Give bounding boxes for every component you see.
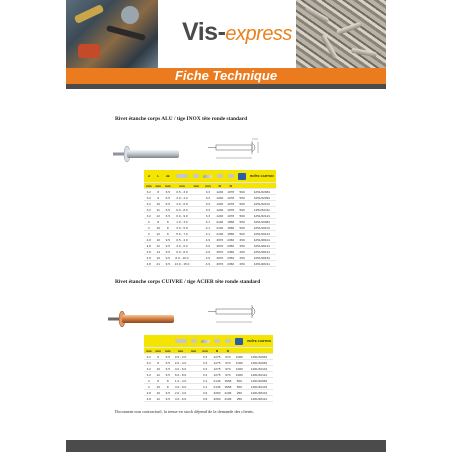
table-cell: 1246	[216, 201, 224, 206]
table-header-row: BOÎTE CARTON	[144, 335, 273, 348]
rivet-dimension-diagram	[206, 136, 272, 166]
drill-icon	[193, 174, 199, 178]
table-cell: 3070	[216, 249, 224, 254]
table-cell: 970	[222, 360, 233, 366]
table-cell: 3.2	[144, 360, 154, 366]
section2-title: Rivet étanche corps CUIVRE / tige ACIER tête ronde standard	[115, 279, 261, 285]
table-cell: 970	[222, 366, 233, 372]
table-cell: 1000	[233, 372, 245, 378]
table-cell: 21	[154, 261, 164, 267]
table-cell: 9.5	[163, 243, 173, 249]
table-cell: 1246	[216, 189, 224, 194]
table-cell: 1261/32081	[245, 360, 273, 366]
table-cell: 3.3	[201, 195, 214, 201]
table-cell: 3.2	[144, 366, 154, 372]
table-cell: 4	[144, 225, 154, 231]
table-cell: 1246	[216, 213, 224, 218]
copper-rivet-image	[108, 309, 188, 329]
table-cell: 8	[154, 189, 164, 195]
table-cell: 1246	[216, 207, 224, 212]
table-cell: 4.8	[144, 255, 154, 261]
table-cell: 1251/48141	[248, 249, 276, 255]
table-cell: 12	[154, 396, 164, 402]
table-cell: 4.9	[201, 243, 214, 249]
table-cell: 1251/40081	[248, 219, 276, 225]
table-cell: 3.3	[201, 207, 214, 213]
header-banner	[66, 0, 386, 68]
vis-express-logo: Vis-express	[182, 18, 292, 46]
carton-box-icon	[238, 173, 246, 180]
table-cell: 4.1	[201, 219, 214, 225]
table-cell: 500	[236, 207, 248, 213]
table-cell: 2146	[216, 225, 224, 230]
table-cell: 2.0 - 4.0	[173, 390, 189, 396]
table-cell: 1251/32101	[248, 201, 276, 207]
table-cell: 5.0 - 7.0	[173, 231, 192, 237]
table-cell: 4.0 - 6.0	[173, 396, 189, 402]
table-cell: 2146	[216, 219, 224, 224]
table-cell: 1261/32061	[245, 354, 273, 360]
table-cell: 250	[236, 261, 248, 267]
table-cell: 6.5	[163, 195, 173, 201]
table-cell: 4.8	[144, 243, 154, 249]
table-cell: 10	[154, 201, 164, 207]
table-cell: 2360	[227, 255, 235, 260]
table-cell: 9.5	[163, 261, 173, 267]
footer-bar	[66, 440, 386, 452]
table-cell: 500	[236, 231, 248, 237]
table-cell: 8	[154, 360, 164, 366]
table-cell: 10	[154, 225, 164, 231]
table-cell: 3.2	[144, 213, 154, 219]
table-cell: 4.1	[199, 378, 212, 384]
table-cell: 9.5	[163, 396, 173, 402]
table-cell: 4	[144, 219, 154, 225]
table-cell: 4.9	[201, 249, 214, 255]
table-cell: 6.5	[163, 354, 173, 360]
table-cell: 0.5 - 2.0	[173, 354, 189, 360]
table-cell: 1078	[227, 213, 235, 218]
table-cell: 970	[222, 372, 233, 378]
table-cell: 6.5	[163, 372, 173, 378]
table-cell: 4.9	[199, 396, 212, 402]
table-cell: 8.0 - 10.0	[173, 255, 192, 261]
table-cell: 3.3	[201, 213, 214, 219]
hole-diameter-icon	[201, 340, 210, 343]
table-cell: 4.0 - 6.0	[173, 366, 189, 372]
table-cell: 1568	[227, 231, 235, 236]
table-cell: 4.0 - 6.0	[173, 243, 192, 249]
table-cell: 1078	[227, 201, 235, 206]
table-cell: 9.5	[163, 255, 173, 261]
table-units-row: mm mm mm mm mm mm N N	[144, 348, 273, 354]
table-header-row: d L dk BOÎTE CARTON	[144, 170, 276, 183]
table-cell: 4	[144, 231, 154, 237]
table-cell: 1261/40101	[245, 384, 273, 390]
table-cell: 4.8	[144, 390, 154, 396]
table-cell: 11	[154, 207, 164, 213]
table-cell: 10	[154, 366, 164, 372]
table-cell: 1568	[227, 225, 235, 230]
table-cell: 1078	[227, 189, 235, 194]
table-cell: 2146	[213, 378, 221, 383]
table-cell: 2196	[224, 390, 232, 395]
table-cell: 8	[163, 231, 173, 237]
table-cell: 3260	[213, 396, 221, 401]
table-cell: 1275	[213, 360, 221, 365]
table-cell: 3.2	[144, 372, 154, 378]
page-title: Fiche Technique	[174, 68, 278, 83]
table-cell: 1261/32101	[245, 366, 273, 372]
table-cell: 3.3	[199, 360, 212, 366]
table-cell: 1.0 - 4.0	[173, 378, 189, 384]
table-cell: 500	[236, 195, 248, 201]
table-cell: 1251/32081	[248, 189, 276, 195]
table-cell: 3070	[216, 261, 224, 266]
table-cell: 3.3	[201, 201, 214, 207]
table-cell: 1.0 - 3.0	[173, 219, 192, 225]
table-cell: 2.0 - 4.0	[173, 360, 189, 366]
table-cell: 500	[236, 201, 248, 207]
table-cell: 250	[236, 243, 248, 249]
table-cell: 1078	[227, 195, 235, 200]
table-cell: 8	[154, 219, 164, 225]
table-cell: 12	[154, 231, 164, 237]
table-cell: 2146	[213, 384, 221, 389]
table-cell: 3070	[216, 237, 224, 242]
table-cell: 3.3	[201, 189, 214, 195]
table-cell: 3070	[216, 255, 224, 260]
table-cell: 1000	[233, 366, 245, 372]
table-cell: 1275	[213, 366, 221, 371]
table-cell: 250	[233, 396, 245, 402]
section1-spec-table	[144, 170, 276, 267]
table-cell: 4.1	[199, 384, 212, 390]
table-cell: 6.5	[163, 213, 173, 219]
table-cell: 4.8	[144, 237, 154, 243]
table-cell: 10	[154, 390, 164, 396]
table-cell: 2360	[227, 237, 235, 242]
table-cell: 3.3	[199, 354, 212, 360]
table-cell: 1246	[216, 195, 224, 200]
alu-rivet-image	[113, 144, 193, 164]
table-cell: 6.0 - 8.0	[173, 207, 192, 213]
table-cell: 3260	[213, 390, 221, 395]
table-cell: 3.0 - 5.0	[173, 225, 192, 231]
table-cell: 0.5 - 4.0	[173, 237, 192, 243]
table-cell: 6.5	[163, 207, 173, 213]
table-cell: 14	[154, 249, 164, 255]
table-cell: 0.5 - 3.0	[173, 189, 192, 195]
table-cell: 9.5	[163, 249, 173, 255]
table-cell: 500	[233, 384, 245, 390]
table-cell: 3070	[216, 243, 224, 248]
table-cell: 8	[163, 219, 173, 225]
table-cell: 1251/32111	[248, 207, 276, 213]
table-cell: 500	[236, 213, 248, 219]
table-cell: 13.0 - 15.0	[174, 261, 190, 266]
table-cell	[191, 261, 201, 267]
table-cell: 1251/48211	[248, 261, 276, 267]
table-cell: 8	[154, 378, 164, 384]
hole-diameter-icon	[203, 175, 212, 178]
table-cell: 9	[154, 195, 164, 201]
table-cell: 6.5	[163, 189, 173, 195]
table-units-row: mm mm mm mm mm mm N N	[144, 183, 276, 189]
table-cell: 4	[144, 384, 154, 390]
table-cell: 1251/48101	[248, 237, 276, 243]
table-cell: 4.8	[144, 261, 154, 267]
table-cell: 1251/48121	[248, 243, 276, 249]
table-cell: 10	[154, 237, 164, 243]
table-cell: 16	[154, 255, 164, 261]
table-cell: 4.8	[144, 249, 154, 255]
tools-photo	[66, 0, 158, 68]
grip-range-icon	[176, 174, 188, 178]
table-cell: 1251/32121	[248, 213, 276, 219]
table-cell: 12	[154, 213, 164, 219]
table-cell: 250	[236, 237, 248, 243]
title-bar	[66, 68, 386, 84]
table-cell: 250	[236, 255, 248, 261]
table-cell: 1078	[227, 207, 235, 212]
table-cell: 4.0 - 6.0	[173, 384, 189, 390]
table-cell: 12	[154, 243, 164, 249]
table-cell: 500	[236, 219, 248, 225]
table-cell: 4.9	[201, 237, 214, 243]
table-cell: 4.1	[201, 231, 214, 237]
table-cell: 2360	[227, 261, 235, 266]
table-cell: 3.2	[144, 201, 154, 207]
rivet-dimension-diagram-2	[206, 300, 272, 330]
table-cell: 4	[144, 378, 154, 384]
table-cell: 500	[236, 189, 248, 195]
table-cell: 8	[163, 384, 173, 390]
table-cell: 1251/48161	[248, 255, 276, 261]
table-cell: 4.0 - 6.0	[173, 201, 192, 207]
table-cell: 1568	[227, 219, 235, 224]
table-cell: 2360	[227, 243, 235, 248]
table-cell: 4.1	[201, 225, 214, 231]
table-cell: 1275	[213, 372, 221, 377]
section2-rows	[144, 354, 273, 402]
section1-rows	[144, 189, 276, 267]
table-cell: 6.5	[163, 201, 173, 207]
divider-strip	[66, 84, 386, 89]
table-cell: 6	[154, 354, 164, 360]
table-cell: 3.2	[144, 189, 154, 195]
table-cell: 250	[236, 249, 248, 255]
table-cell: 10	[154, 384, 164, 390]
table-cell: 1275	[213, 354, 221, 359]
table-cell: 500	[236, 225, 248, 231]
tensile-icon	[225, 339, 231, 343]
table-cell: 250	[233, 390, 245, 396]
table-cell: 1251/32091	[248, 195, 276, 201]
table-cell: 1261/32121	[245, 372, 273, 378]
grip-range-icon	[175, 339, 187, 343]
screws-photo	[296, 0, 386, 68]
carton-box-icon	[235, 338, 243, 345]
table-cell: 4.9	[201, 255, 214, 261]
table-cell: 3.0 - 4.0	[173, 195, 192, 201]
table-cell: 3.3	[199, 366, 212, 372]
table-cell: 1000	[233, 354, 245, 360]
table-cell: 12	[154, 372, 164, 378]
table-cell: 6.5	[163, 366, 173, 372]
table-cell: 3.3	[199, 372, 212, 378]
table-cell: 2360	[227, 249, 235, 254]
table-cell: 6.5	[163, 360, 173, 366]
table-cell: 1668	[224, 378, 232, 383]
table-cell: 970	[222, 354, 233, 360]
table-cell: 1251/40101	[248, 225, 276, 231]
table-row	[144, 261, 276, 267]
table-cell: 3.2	[144, 354, 154, 360]
table-cell: 8	[163, 225, 173, 231]
table-cell: 8	[163, 378, 173, 384]
table-cell: 1261/40081	[245, 378, 273, 384]
table-cell: 4.9	[201, 261, 214, 267]
table-cell: 4.9	[199, 390, 212, 396]
table-cell: 2196	[224, 396, 232, 401]
table-row	[144, 396, 273, 402]
table-cell: 6.0 - 8.0	[173, 372, 189, 378]
table-cell: 9.5	[163, 390, 173, 396]
tensile-icon	[228, 174, 234, 178]
table-cell: 500	[233, 378, 245, 384]
table-cell: 4.8	[144, 396, 154, 402]
drill-icon	[191, 339, 197, 343]
table-cell: 3.2	[144, 207, 154, 213]
table-cell: 1261/48121	[245, 396, 273, 402]
shear-icon	[217, 174, 223, 178]
table-cell: 3.2	[144, 195, 154, 201]
disclaimer-note: Document non contractuel, la tenue en stock dépend de la demande des clients.	[115, 409, 254, 414]
shear-icon	[214, 339, 220, 343]
table-cell: 1668	[224, 384, 232, 389]
table-cell: 1261/48101	[245, 390, 273, 396]
table-cell: 1251/40121	[248, 231, 276, 237]
section2-spec-table	[144, 335, 273, 402]
table-cell: 2146	[216, 231, 224, 236]
section1-title: Rivet étanche corps ALU / tige INOX tête ronde standard	[115, 116, 248, 122]
table-cell: 9.5	[163, 237, 173, 243]
table-cell: 6.0 - 9.0	[173, 213, 192, 219]
table-cell: 6.0 - 8.0	[173, 249, 192, 255]
table-cell: 1000	[233, 360, 245, 366]
table-cell	[189, 396, 199, 402]
